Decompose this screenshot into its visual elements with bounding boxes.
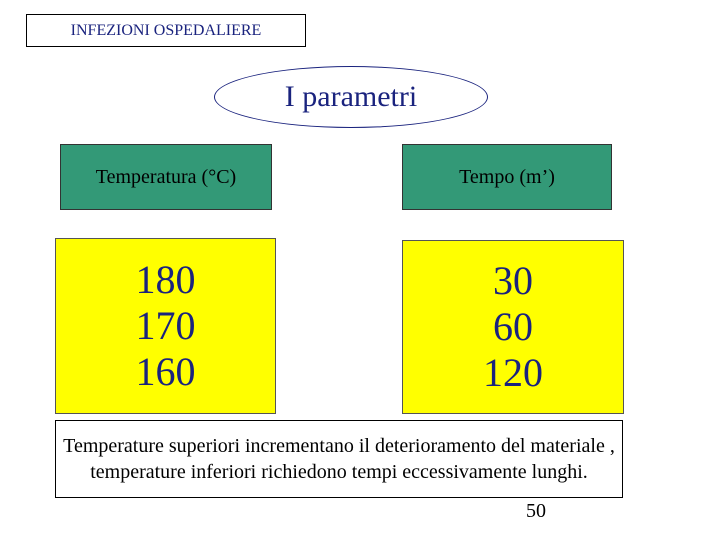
header-title-box [26, 14, 306, 47]
slide-title: I parametri [284, 80, 418, 113]
temperature-value: 180 [135, 257, 196, 302]
time-values-box [402, 240, 624, 414]
temperature-value: 160 [135, 349, 196, 394]
note-line-1: Temperature superiori incrementano il deterioramento del materiale , [63, 435, 615, 457]
header-title: INFEZIONI OSPEDALIERE [70, 21, 262, 39]
time-label: Tempo (m’) [459, 165, 555, 188]
time-value: 60 [493, 304, 533, 349]
time-value: 30 [493, 258, 533, 303]
page-number: 50 [526, 500, 546, 522]
temperature-values-box [55, 238, 276, 414]
time-label-box [402, 144, 612, 210]
note-box [55, 420, 623, 498]
temperature-label-box [60, 144, 272, 210]
temperature-label: Temperatura (°C) [95, 165, 237, 188]
slide-title-ellipse [214, 66, 488, 128]
temperature-value: 170 [135, 303, 196, 348]
time-value: 120 [483, 350, 543, 395]
note-line-2: temperature inferiori richiedono tempi eccessivamente lunghi. [90, 461, 588, 483]
